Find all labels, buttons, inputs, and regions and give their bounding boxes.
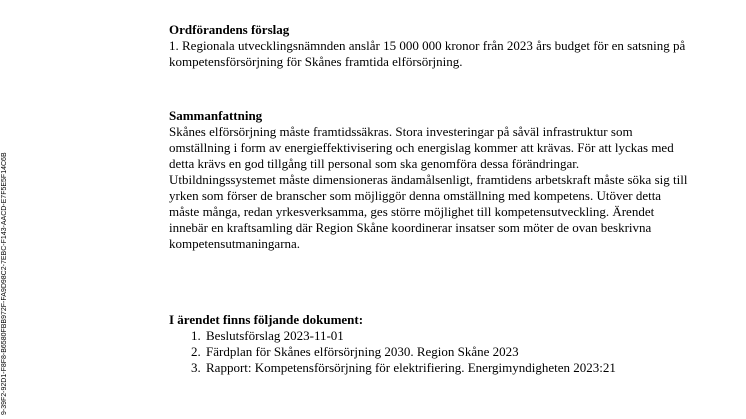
documents-section: [169, 312, 689, 376]
list-item-text: Beslutsförslag 2023-11-01: [206, 328, 344, 343]
list-item: [191, 360, 646, 376]
proposal-heading: Ordförandens förslag: [169, 22, 290, 37]
list-item: [191, 344, 646, 360]
list-item-number: 2.: [191, 344, 201, 359]
list-item: [191, 328, 646, 344]
list-item-number: 1.: [191, 328, 201, 343]
summary-heading: Sammanfattning: [169, 108, 263, 123]
summary-section: [169, 108, 689, 252]
documents-heading: I ärendet finns följande dokument:: [169, 312, 364, 327]
list-item-text: Rapport: Kompetensförsörjning för elektrifiering. Energimyndigheten 2023:21: [206, 360, 616, 375]
list-item-text: Färdplan för Skånes elförsörjning 2030. Region Skåne 2023: [206, 344, 519, 359]
summary-text: Skånes elförsörjning måste framtidssäkras. Stora investeringar på såväl infrastruktur som omställning i form av energieffektivisering och energislag kommer att krävas. För att lyckas med detta krävs en god tillgång till personal som ska genomföra dessa förändringar. Utbildningssystemet måste dimensioneras ändamålsenligt, framtidens arbetskraft måste söka sig till yrken som förser de branscher som möjliggör denna omställning med kompetens. Utöver detta måste många, redan yrkesverksamma, ges större möjlighet till kompetensutveckling. Ärendet innebär en kraftsamling där Region Skåne koordinerar insatser som möter de ovan beskrivna kompetensutmaningarna.: [169, 124, 688, 251]
list-item-number: 3.: [191, 360, 201, 375]
document-id-margin: 9-39F2-92D1-F8F8-B6580FBB972F-FA9D98C2-7EBC-F143-AACD-E7F5E5F14C6B: [1, 152, 8, 415]
proposal-section: [169, 22, 689, 70]
documents-list: [169, 328, 689, 376]
proposal-text: 1. Regionala utvecklingsnämnden anslår 15 000 000 kronor från 2023 års budget för en satsning på kompetensförsörjning för Skånes framtida elförsörjning.: [169, 38, 686, 69]
